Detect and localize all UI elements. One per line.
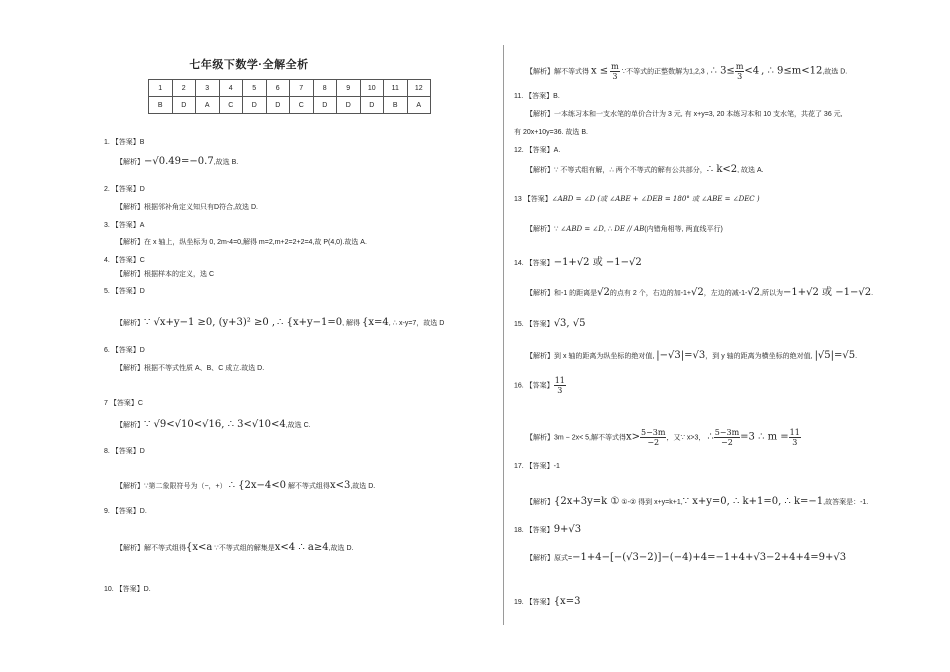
q18-analysis-math: −1+4−[−(√3−2)]−(−4)+4=−1+4+√3−2+4+4=9+√3: [572, 552, 847, 563]
answer-table-numbers-row: [149, 80, 431, 97]
q11-analysis-line1: 【解析】一本练习本和一支水笔的单价合计为 3 元, 有 x+y=3, 20 本练习本和 10 支水笔，共花了 36 元,: [526, 111, 843, 118]
q15-answer-prefix: 15. 【答案】: [514, 321, 554, 328]
q16-fraction-3: [789, 428, 801, 447]
column-divider: [503, 45, 504, 625]
q16-analysis-math1: x>: [625, 431, 640, 443]
q12-analysis-math: ∴ k<2: [706, 164, 738, 175]
q5-analysis-mid: , 解得: [342, 320, 360, 327]
fraction-denominator: −2: [721, 438, 733, 447]
q3-analysis: 【解析】在 x 轴上，纵坐标为 0, 2m-4=0,解得 m=2,m+2=2+2=4,故 P(4,0).故选 A.: [116, 239, 367, 246]
fraction-numerator: 11: [789, 428, 800, 437]
q14-analysis-suffix: .: [871, 290, 874, 297]
q13-analysis: [526, 225, 723, 234]
table-cell: 5: [243, 80, 267, 97]
answer-table: [148, 79, 431, 114]
q15-analysis-prefix: 【解析】到 x 轴的距离为纵坐标的绝对值,: [526, 353, 655, 360]
q10-analysis-math3: <4: [744, 65, 760, 77]
q1-analysis-suffix: ,故选 B.: [213, 159, 239, 166]
fraction-numerator: 5−3m: [714, 428, 740, 437]
table-cell: C: [290, 97, 314, 114]
q16-analysis-mid: ，又∵ x>3，: [666, 434, 706, 442]
fraction-numerator: 5−3m: [641, 428, 666, 437]
fraction-denominator: 3: [612, 72, 618, 81]
q13-answer: [514, 195, 760, 204]
q15-analysis-math2: |√5|=√5: [814, 350, 856, 361]
q16-fraction-2: [714, 428, 740, 447]
q8-analysis-math2: x<3: [329, 480, 351, 491]
q10-analysis-math2: ∴ 3≤: [710, 65, 735, 77]
q18-answer-prefix: 18. 【答案】: [514, 527, 554, 534]
q18-analysis-prefix: 【解析】原式=: [526, 555, 573, 562]
q14-analysis: [526, 288, 873, 298]
q15-analysis-suffix: .: [855, 353, 858, 360]
q13-analysis-suffix: (内错角相等, 两直线平行): [644, 226, 723, 233]
q12-analysis: [526, 165, 764, 175]
q1-answer: 1. 【答案】B: [104, 139, 145, 146]
q8-analysis: [116, 481, 375, 491]
table-cell: 2: [172, 80, 196, 97]
q1-analysis-prefix: 【解析】: [116, 159, 144, 166]
q16-analysis-prefix: 【解析】3m − 2x< 5,解不等式得: [526, 434, 626, 442]
page-title: 七年级下数学·全解全析: [189, 59, 309, 71]
q19-answer-prefix: 19. 【答案】: [514, 599, 554, 606]
q14-analysis-mid2: ，左边的减-1-: [703, 290, 748, 297]
q15-analysis-mid: ，到 y 轴的距离为横坐标的绝对值,: [705, 353, 813, 360]
q14-analysis-math4: −1+√2 或 −1−√2: [783, 287, 872, 298]
table-cell: 11: [384, 80, 408, 97]
q14-answer-math: −1+√2 或 −1−√2: [553, 257, 642, 268]
q13-analysis-prefix: 【解析】∵: [526, 226, 559, 233]
q17-analysis-math2: ∵ x+y=0, ∴ k+1=0, ∴ k=−1: [682, 496, 824, 507]
q9-analysis-mid: ∵不等式组的解集是: [214, 545, 275, 552]
table-cell: D: [360, 97, 384, 114]
q7-analysis: [116, 420, 311, 430]
fraction-numerator: m: [735, 62, 744, 71]
q6-analysis: 【解析】根据不等式性质 A、B、C 成立.故选 D.: [116, 365, 265, 372]
q14-answer: [514, 258, 642, 268]
table-cell: A: [407, 97, 431, 114]
q9-analysis-suffix: ,故选 D.: [328, 545, 354, 552]
table-cell: D: [243, 97, 267, 114]
table-cell: 3: [196, 80, 220, 97]
table-cell: B: [149, 97, 173, 114]
q10-fraction-2: [735, 62, 745, 81]
q14-analysis-math1: √2: [597, 287, 610, 298]
q14-analysis-prefix: 【解析】和-1 的距离是: [526, 290, 598, 297]
q2-analysis: 【解析】根据邻补角定义知只有D符合,故选 D.: [116, 204, 258, 211]
table-cell: 4: [219, 80, 243, 97]
q14-analysis-math3: √2: [747, 287, 761, 298]
q10-fraction-1: [610, 62, 620, 81]
q14-analysis-mid3: ,所以为: [760, 290, 783, 297]
fraction-denominator: 3: [792, 438, 798, 447]
q17-analysis-suffix: ,故答案是：-1.: [823, 499, 869, 506]
table-cell: A: [196, 97, 220, 114]
q3-answer: 3. 【答案】A: [104, 222, 145, 229]
table-cell: 7: [290, 80, 314, 97]
table-cell: D: [172, 97, 196, 114]
q13-analysis-math2: DE // AB: [614, 225, 645, 233]
q8-answer: 8. 【答案】D: [104, 448, 145, 455]
table-cell: D: [266, 97, 290, 114]
q5-analysis-suffix: ，故选 D: [416, 320, 445, 327]
q7-answer: 7 【答案】C: [104, 400, 143, 407]
q10-answer: 10. 【答案】D.: [104, 586, 151, 593]
q5-answer: 5. 【答案】D: [104, 288, 145, 295]
q13-answer-math: ∠ABD = ∠D (或 ∠ABE + ∠DEB = 180° 或 ∠ABE = ∠DEC ): [551, 195, 760, 203]
q16-analysis-math2: ∴: [707, 431, 714, 443]
q5-analysis-math1: ∵ √x+y−1 ≥0, (y+3)² ≥0 ,: [144, 317, 276, 328]
q1-analysis-math: −√0.49=−0.7: [144, 156, 214, 167]
q11-answer: 11. 【答案】B.: [514, 93, 560, 100]
q15-answer-math: √3, √5: [553, 318, 586, 329]
q6-answer: 6. 【答案】D: [104, 347, 145, 354]
q17-answer: 17. 【答案】-1: [514, 463, 560, 470]
q8-analysis-suffix: ,故选 D.: [350, 483, 376, 490]
q13-analysis-math1: ∠ABD = ∠D: [560, 225, 604, 233]
q12-answer: 12. 【答案】A.: [514, 147, 561, 154]
q4-answer: 4. 【答案】C: [104, 257, 145, 264]
q9-analysis: [116, 543, 353, 553]
q5-analysis-math4: , ∴ x-y=7: [388, 320, 417, 327]
q16-answer-fraction: [554, 376, 566, 395]
q11-analysis-line2: 有 20x+10y=36. 故选 B.: [514, 129, 588, 136]
fraction-denominator: 3: [557, 386, 563, 395]
fraction-denominator: 3: [737, 72, 743, 81]
q10-analysis-math1: x ≤: [590, 65, 609, 77]
table-cell: 9: [337, 80, 361, 97]
q16-analysis: [526, 428, 801, 447]
q5-analysis-math2: ∴ {x+y−1=0: [277, 317, 343, 328]
q18-answer-math: 9+√3: [553, 524, 582, 535]
q9-analysis-prefix: 【解析】解不等式组得: [116, 545, 186, 552]
table-cell: D: [337, 97, 361, 114]
answer-table-answers-row: [149, 97, 431, 114]
q13-answer-prefix: 13 【答案】: [514, 196, 552, 203]
q5-analysis-math3: {x=4: [361, 317, 389, 328]
q4-analysis: 【解析】根据样本的定义，选 C: [116, 271, 214, 278]
table-cell: D: [313, 97, 337, 114]
q7-analysis-prefix: 【解析】: [116, 422, 144, 429]
q9-answer: 9. 【答案】D.: [104, 508, 147, 515]
table-cell: 12: [407, 80, 431, 97]
q15-analysis-math1: |−√3|=√3: [656, 350, 706, 361]
q17-analysis-mid: ①-② 得到 x+y=k+1,: [621, 499, 683, 506]
q10-analysis: [526, 62, 847, 81]
q17-analysis-math1: {2x+3y=k ①: [554, 496, 620, 507]
q14-answer-prefix: 14. 【答案】: [514, 260, 554, 267]
table-cell: B: [384, 97, 408, 114]
table-cell: 10: [360, 80, 384, 97]
q16-analysis-math3: =3 ∴ m =: [740, 431, 789, 443]
q12-analysis-suffix: , 故选 A.: [737, 167, 764, 174]
q15-analysis: [526, 351, 857, 361]
q7-analysis-suffix: ,故选 C.: [285, 422, 311, 429]
q17-analysis-prefix: 【解析】: [526, 499, 554, 506]
q12-analysis-prefix: 【解析】∵ 不等式组有解，∴ 两个不等式的解有公共部分，: [526, 167, 707, 174]
q19-answer: [514, 597, 580, 607]
q8-analysis-math1: ∴ {2x−4<0: [228, 480, 286, 491]
q18-analysis: [526, 553, 846, 563]
q7-analysis-math: ∵ √9<√10<√16, ∴ 3<√10<4: [144, 419, 286, 430]
q9-analysis-math1: {x<a: [186, 542, 213, 553]
q8-analysis-prefix: 【解析】∵第二象限符号为（−，+）: [116, 483, 227, 490]
fraction-denominator: −2: [647, 438, 660, 447]
q13-analysis-mid: , ∴: [603, 226, 613, 233]
q14-analysis-math2: √2: [691, 287, 704, 298]
q17-analysis: [526, 497, 868, 507]
table-cell: 6: [266, 80, 290, 97]
q16-fraction-1: [640, 428, 666, 447]
q5-analysis: [116, 318, 444, 328]
q10-analysis-prefix: 【解析】解不等式得: [526, 68, 589, 76]
fraction-numerator: m: [611, 62, 619, 71]
q18-answer: [514, 525, 581, 535]
q10-analysis-suffix: ,故选 D.: [822, 68, 848, 76]
q15-answer: [514, 319, 586, 329]
table-cell: 1: [149, 80, 173, 97]
q2-answer: 2. 【答案】D: [104, 186, 145, 193]
table-cell: 8: [313, 80, 337, 97]
q16-answer: [514, 376, 566, 395]
q10-analysis-mid1: ∵不等式的正整数解为1,2,3 ,: [621, 68, 709, 76]
q19-answer-math: {x=3: [553, 596, 581, 607]
fraction-numerator: 11: [554, 376, 565, 385]
table-cell: C: [219, 97, 243, 114]
q5-analysis-prefix: 【解析】: [116, 320, 144, 327]
q1-analysis: [116, 157, 238, 167]
q10-analysis-mid2: , ∴ 9≤m<12: [761, 65, 823, 77]
q9-analysis-math2: x<4 ∴ a≥4: [274, 542, 329, 553]
q8-analysis-mid: 解不等式组得: [287, 483, 330, 490]
q14-analysis-mid1: 的点有 2 个，右边的加-1+: [609, 290, 692, 297]
q16-answer-prefix: 16. 【答案】: [514, 382, 554, 390]
